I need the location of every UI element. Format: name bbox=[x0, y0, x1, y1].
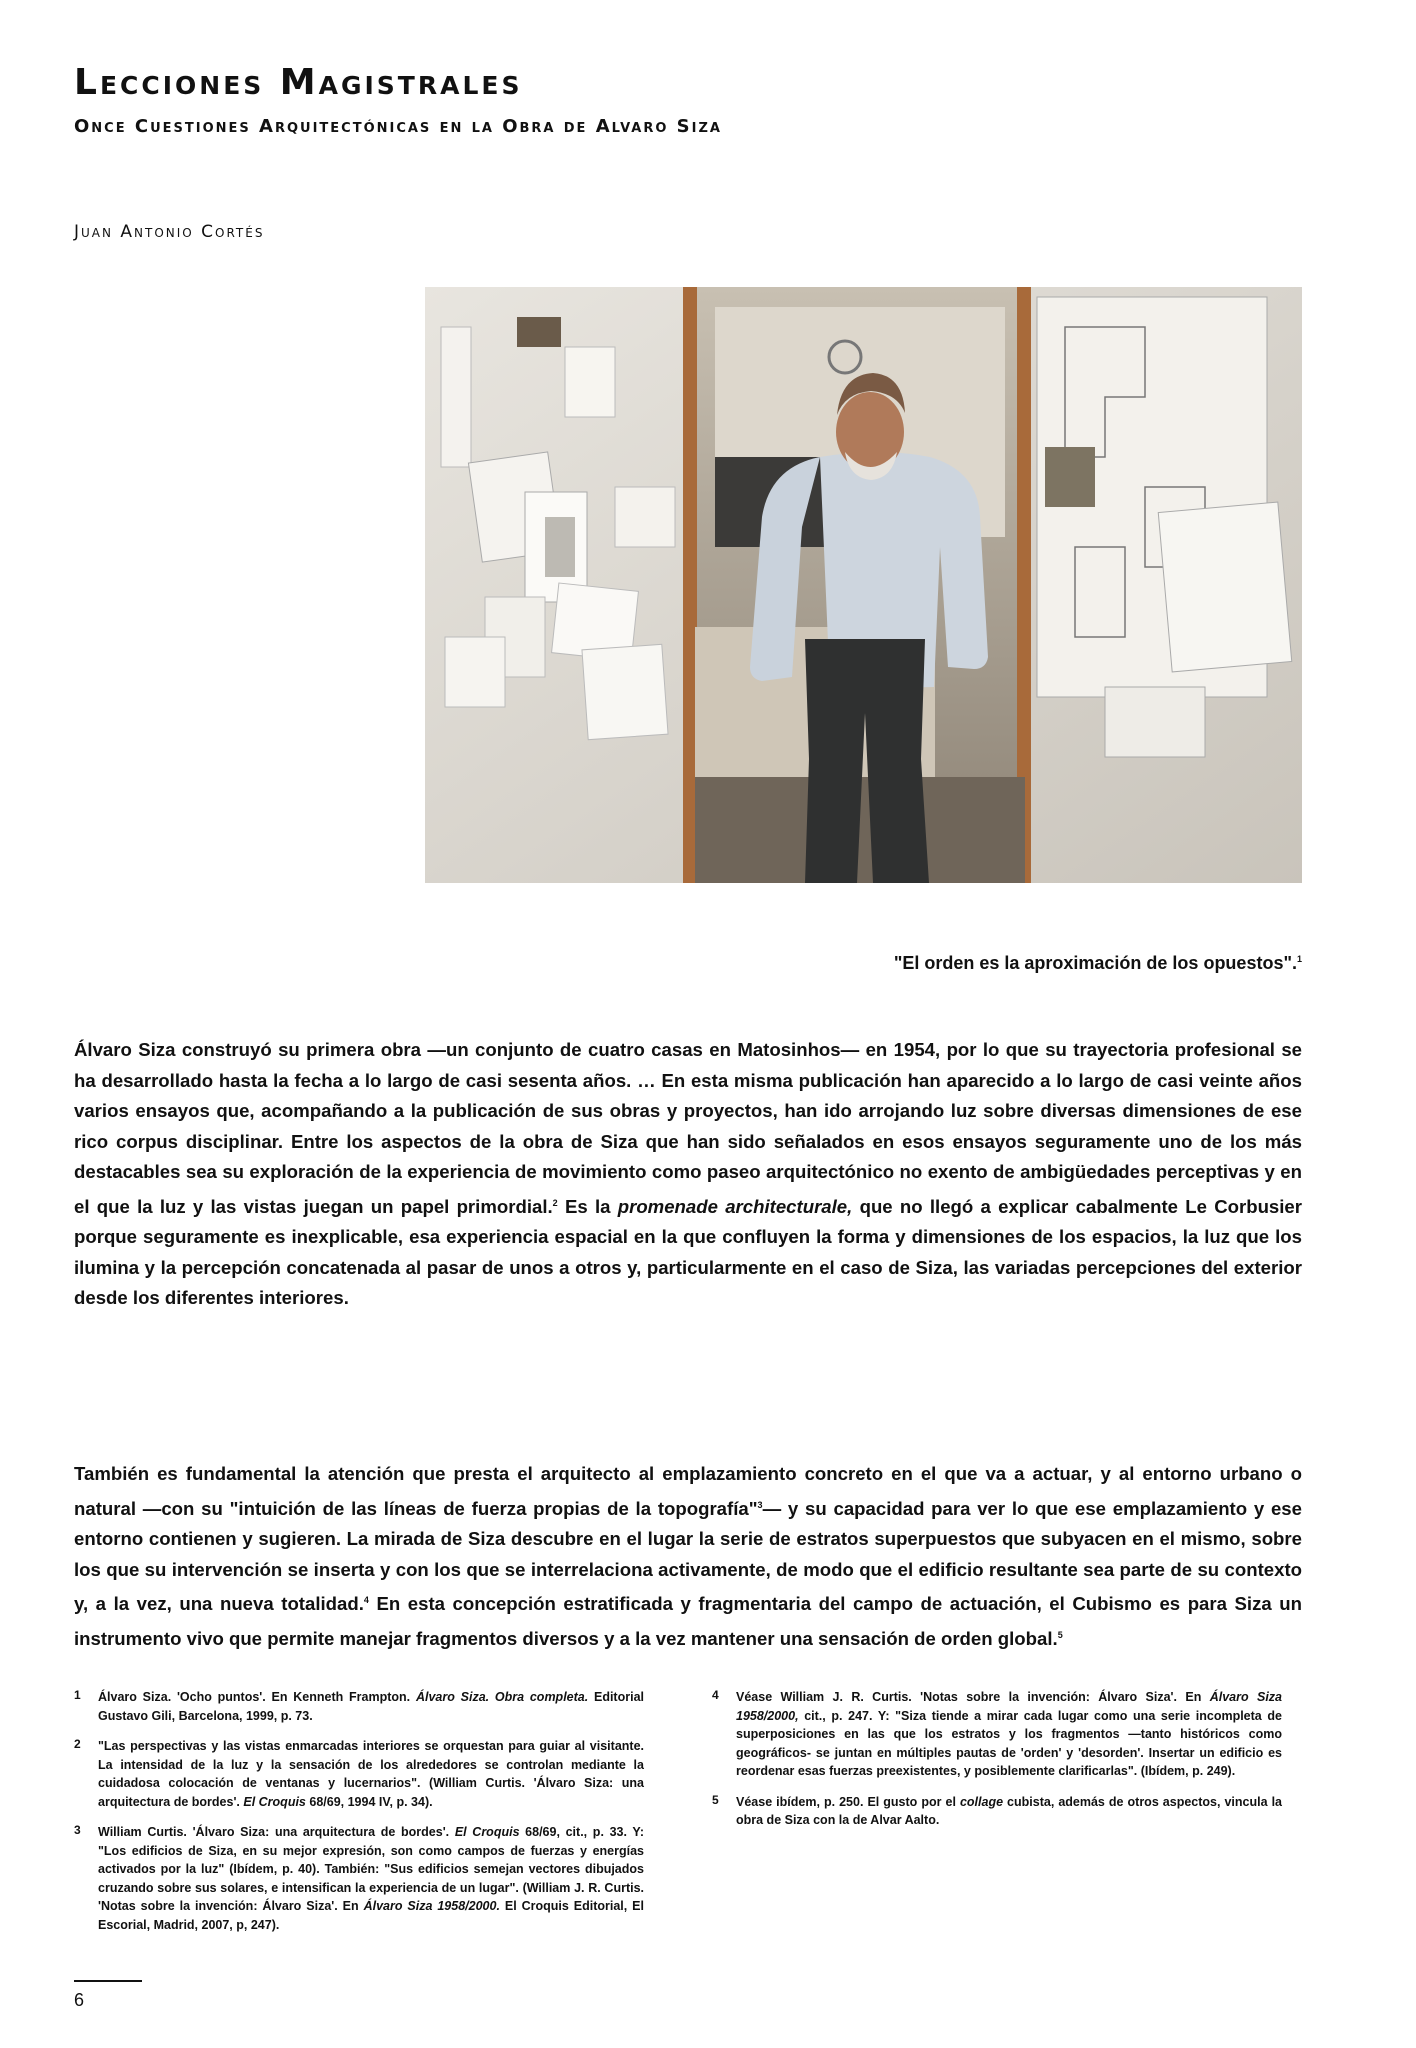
footnote bbox=[74, 1737, 644, 1811]
portrait-photo bbox=[425, 287, 1302, 883]
footnote-number: 5 bbox=[712, 1792, 719, 1807]
footnote-emphasis: El Croquis bbox=[243, 1794, 306, 1809]
footnote-ref: 3 bbox=[757, 1499, 763, 1510]
footnote-part: Editorial Gustavo Gili, Barcelona, 1999, p. 73. bbox=[98, 1690, 644, 1723]
footnote-ref: 4 bbox=[363, 1595, 369, 1606]
footnote-text bbox=[736, 1793, 1282, 1830]
footnote-text bbox=[98, 1737, 644, 1811]
footnote-part: 68/69, 1994 IV, p. 34). bbox=[305, 1794, 433, 1809]
footnote-part: cubista, además de otros aspectos, vincula la obra de Siza con la de Alvar Aalto. bbox=[736, 1794, 1283, 1827]
footnote-part: Véase ibídem, p. 250. El gusto por el bbox=[736, 1794, 960, 1809]
paragraph-text: También es fundamental la atención que presta el arquitecto al emplazamiento concreto en el que va a actuar, y al entorno urbano o natural —con su "intuición de las líneas de fuerza propias de la topografía" bbox=[74, 1463, 1302, 1519]
footnote-emphasis: El Croquis bbox=[454, 1825, 520, 1839]
footnote-emphasis: Álvaro Siza. Obra completa. bbox=[415, 1690, 589, 1704]
footnote-text bbox=[736, 1688, 1282, 1781]
paragraph-text: En esta concepción estratificada y fragmentaria del campo de actuación, el Cubismo es para Siza un instrumento vivo que permite manejar fragmentos diversos y a la vez mantener una sensación de orden global. bbox=[74, 1593, 1302, 1650]
footnote-ref: 1 bbox=[1296, 954, 1302, 964]
footnote-text bbox=[98, 1823, 644, 1934]
epigraph-text: "El orden es la aproximación de los opuestos". bbox=[893, 953, 1297, 973]
footnotes-right bbox=[712, 1688, 1282, 1842]
footnote-part: 68/69, cit., p. 33. Y: "Los edificios de Siza, en su mejor expresión, son como campos de fuerzas y energías activados por la luz" (Ibídem, p. 40). También: "Sus edificios semejan vectores dibujados cruzando sobre sus solares, e intensifican la experiencia de un lugar". (William J. R. Curtis. 'Notas sobre la invención: Álvaro Siza'. En bbox=[98, 1825, 644, 1913]
footnote-text bbox=[98, 1688, 644, 1725]
paragraph-text: que no llegó a explicar cabalmente Le Corbusier porque seguramente es inexplicable, esa experiencia espacial en la que confluyen la forma y dimensiones de los espacios, la luz que los ilumina y la percepción concatenada al pasar de unos a otros y, particularmente en el caso de Siza, las variadas percepciones del exterior desde los diferentes interiores. bbox=[74, 1195, 1303, 1309]
footnote bbox=[74, 1688, 644, 1725]
footnote-emphasis: Álvaro Siza 1958/2000. bbox=[363, 1899, 500, 1913]
footnote-part: cit., p. 247. Y: "Siza tiende a mirar cada lugar como una serie incompleta de superposiciones en las que los estratos y los fragmentos —tanto históricos como geográficos- se juntan en múltiples pautas de 'orden' y 'desorden'. Insertar un edificio es reordenar esas fuerzas preexistentes, y posiblemente clarificarlas". (Ibídem, p. 249). bbox=[736, 1708, 1282, 1778]
page-number: 6 bbox=[74, 1990, 85, 2010]
footnote-number: 2 bbox=[74, 1737, 81, 1751]
footnote-part: El Croquis Editorial, El Escorial, Madrid, 2007, p, 247). bbox=[98, 1899, 644, 1932]
footnote-emphasis: Álvaro Siza 1958/2000, bbox=[736, 1690, 1283, 1723]
body-paragraph bbox=[74, 1459, 1302, 1655]
page-subtitle: Once Cuestiones Arquitectónicas en la Obra de Alvaro Siza bbox=[74, 116, 722, 137]
footnote-emphasis: collage bbox=[959, 1794, 1004, 1809]
page-title: Lecciones Magistrales bbox=[74, 62, 523, 103]
author-name: Juan Antonio Cortés bbox=[74, 222, 265, 242]
paragraph-text: Álvaro Siza construyó su primera obra —un conjunto de cuatro casas en Matosinhos— en 1954, por lo que su trayectoria profesional se ha desarrollado hasta la fecha a lo largo de casi sesenta años. … En esta misma publicación han aparecido a lo largo de casi veinte años varios ensayos que, acompañando a la publicación de sus obras y proyectos, han ido arrojando luz sobre diversas dimensiones de ese rico corpus disciplinar. Entre los aspectos de la obra de Siza que han sido señalados en esos ensayos seguramente uno de los más destacables sea su exploración de la experiencia de movimiento como paseo arquitectónico no exento de ambigüedades perceptivas y en el que la luz y las vistas juegan un papel primordial. bbox=[74, 1039, 1302, 1217]
footnote-part: William Curtis. 'Álvaro Siza: una arquitectura de bordes'. bbox=[98, 1825, 455, 1839]
footnote-part: "Las perspectivas y las vistas enmarcadas interiores se orquestan para guiar al visitante. La intensidad de la luz y la sensación de los alrededores se controlan mediante la cuidadosa colocación de ventanas y lucernarios". (William Curtis. 'Álvaro Siza: una arquitectura de bordes'. bbox=[98, 1739, 644, 1809]
emphasis-text: promenade architecturale, bbox=[617, 1195, 853, 1217]
footnote bbox=[74, 1823, 644, 1934]
footnote-part: Álvaro Siza. 'Ocho puntos'. En Kenneth Frampton. bbox=[98, 1690, 416, 1704]
footnote-number: 3 bbox=[74, 1823, 81, 1837]
footnote bbox=[712, 1793, 1282, 1830]
epigraph-quote bbox=[894, 953, 1302, 974]
footnote-number: 1 bbox=[74, 1688, 81, 1702]
footnote-number: 4 bbox=[712, 1688, 719, 1702]
page-number-rule bbox=[74, 1980, 142, 1982]
paragraph-text: — y su capacidad para ver lo que ese emplazamiento y ese entorno contienen y sugieren. La mirada de Siza descubre en el lugar la serie de estratos superpuestos que subyacen en el mismo, sobre los que su intervención se inserta y con los que se interrelaciona activamente, de modo que el edificio resultante sea parte de su contexto y, a la vez, una nueva totalidad. bbox=[74, 1497, 1302, 1615]
body-paragraph bbox=[74, 1035, 1302, 1314]
paragraph-text: Es la bbox=[557, 1195, 618, 1217]
footnotes-left bbox=[74, 1688, 644, 1946]
footnote-part: Véase William J. R. Curtis. 'Notas sobre la invención: Álvaro Siza'. En bbox=[736, 1690, 1210, 1704]
portrait-photo-illustration bbox=[425, 287, 1302, 883]
footnote-ref: 2 bbox=[552, 1197, 558, 1208]
footnote-ref: 5 bbox=[1057, 1629, 1063, 1640]
footnote bbox=[712, 1688, 1282, 1781]
